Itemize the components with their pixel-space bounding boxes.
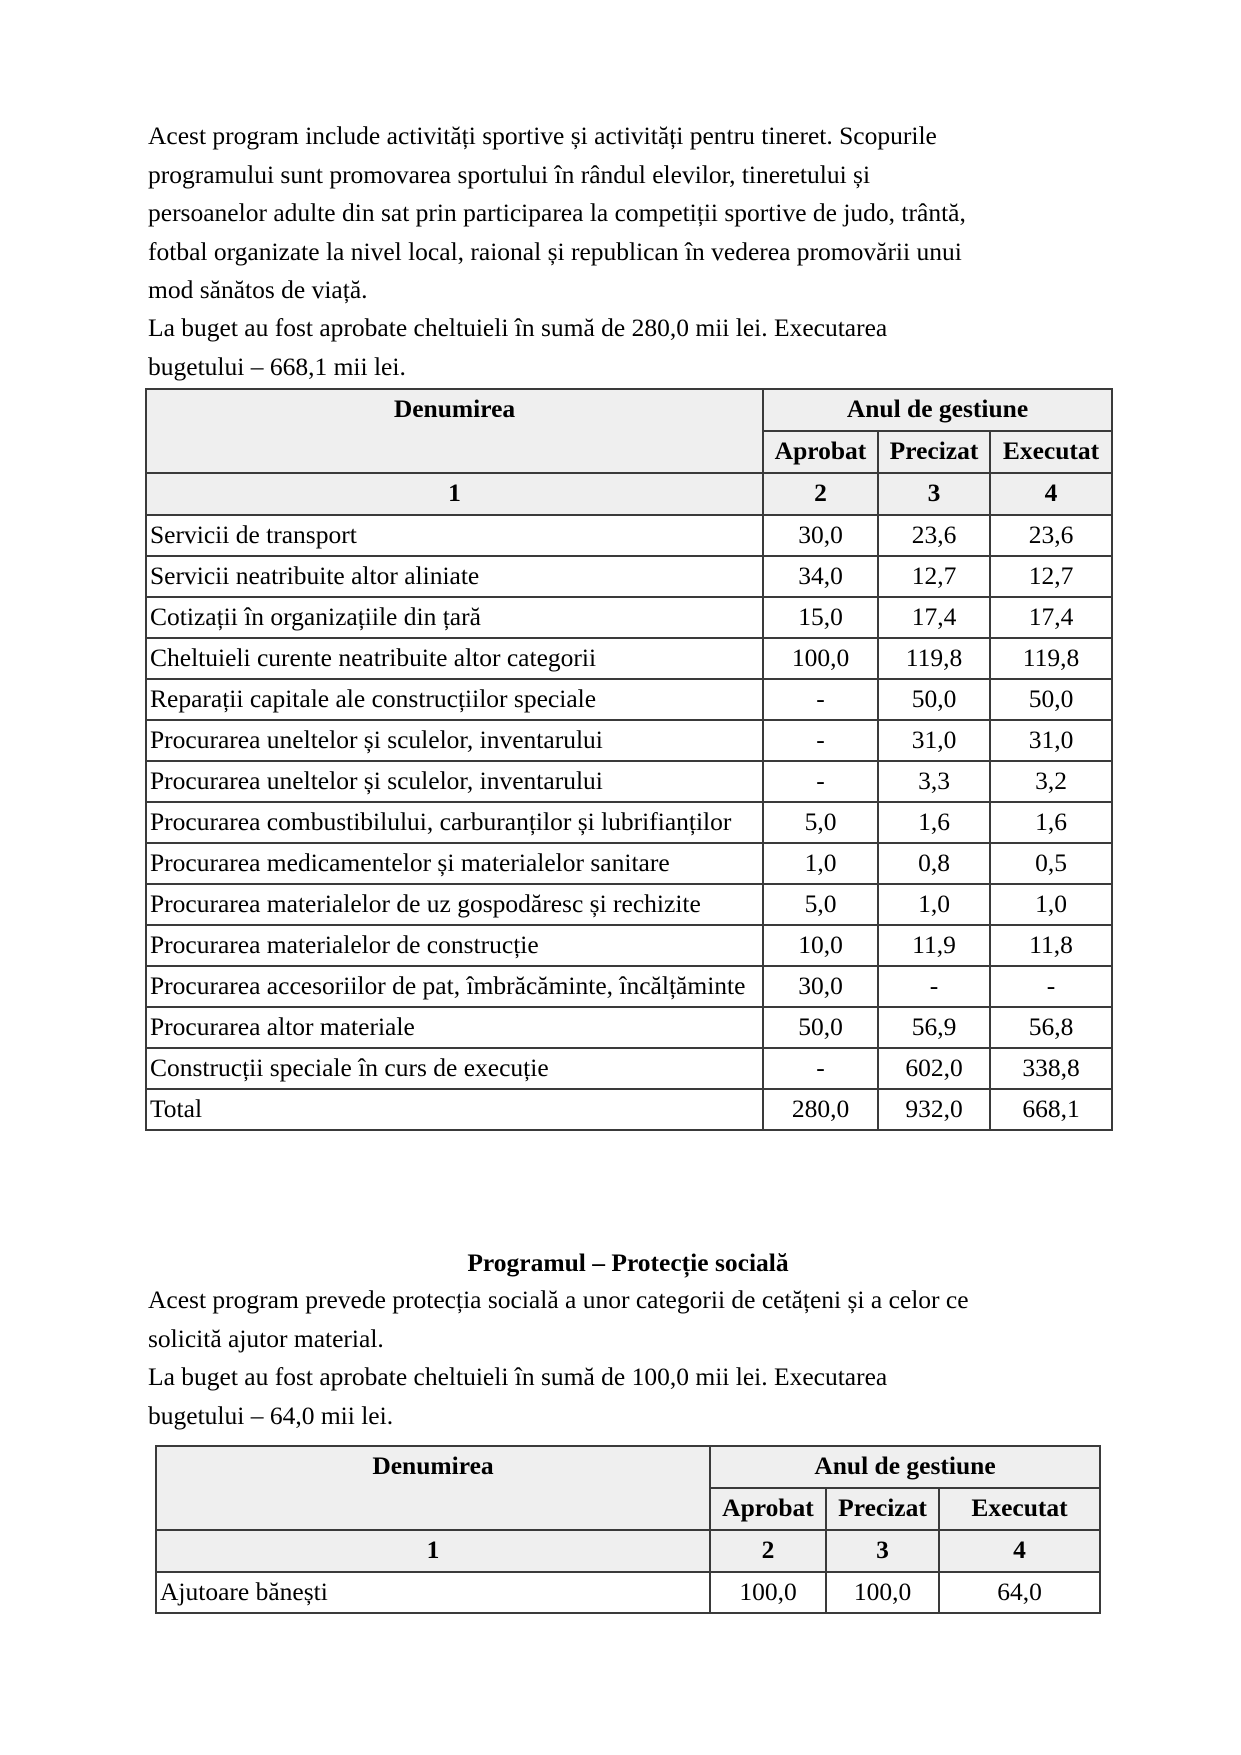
executat-cell: 23,6	[990, 515, 1112, 556]
header-aprobat: Aprobat	[763, 431, 878, 473]
precizat-cell: 3,3	[878, 761, 990, 802]
row-name-cell: Construcții speciale în curs de execuție	[146, 1048, 763, 1089]
text-line: La buget au fost aprobate cheltuieli în sumă de 280,0 mii lei. Executarea	[148, 313, 888, 342]
text-line: mod sănătos de viață.	[148, 275, 368, 304]
table-row	[146, 515, 1112, 556]
header-col-number: 3	[826, 1530, 939, 1572]
row-name-cell: Procurarea altor materiale	[146, 1007, 763, 1048]
precizat-cell: 50,0	[878, 679, 990, 720]
sport-budget-table	[145, 388, 1113, 1131]
table-row	[146, 679, 1112, 720]
table-row	[146, 638, 1112, 679]
text-line: Acest program include activități sportive și activități pentru tineret. Scopurile	[148, 121, 937, 150]
header-col-number: 3	[878, 473, 990, 515]
row-name-cell: Cotizații în organizațiile din țară	[146, 597, 763, 638]
table-row	[146, 720, 1112, 761]
header-col-number: 4	[990, 473, 1112, 515]
header-anul-de-gestiune: Anul de gestiune	[710, 1446, 1100, 1488]
aprobat-cell: 50,0	[763, 1007, 878, 1048]
aprobat-cell: -	[763, 1048, 878, 1089]
header-precizat: Precizat	[878, 431, 990, 473]
aprobat-cell: 30,0	[763, 966, 878, 1007]
table-row	[146, 761, 1112, 802]
aprobat-cell: 10,0	[763, 925, 878, 966]
executat-cell: 31,0	[990, 720, 1112, 761]
row-name-cell: Procurarea materialelor de uz gospodăresc și rechizite	[146, 884, 763, 925]
social-budget-rows	[156, 1572, 1100, 1613]
precizat-cell: 1,0	[878, 884, 990, 925]
precizat-cell: 11,9	[878, 925, 990, 966]
header-col-number: 1	[146, 473, 763, 515]
row-name-cell: Procurarea combustibilului, carburanților și lubrifianților	[146, 802, 763, 843]
total-row	[146, 1089, 1112, 1130]
precizat-cell: 602,0	[878, 1048, 990, 1089]
table-row	[146, 884, 1112, 925]
table-row	[146, 597, 1112, 638]
text-line: bugetului – 64,0 mii lei.	[148, 1400, 394, 1430]
header-col-number: 2	[763, 473, 878, 515]
precizat-cell: 1,6	[878, 802, 990, 843]
header-anul-de-gestiune: Anul de gestiune	[763, 389, 1112, 431]
aprobat-cell: 5,0	[763, 884, 878, 925]
aprobat-cell: 15,0	[763, 597, 878, 638]
text-line: La buget au fost aprobate cheltuieli în sumă de 100,0 mii lei. Executarea	[148, 1362, 888, 1391]
row-name-cell: Servicii de transport	[146, 515, 763, 556]
aprobat-cell: 100,0	[763, 638, 878, 679]
executat-cell: 1,0	[990, 884, 1112, 925]
executat-cell: 56,8	[990, 1007, 1112, 1048]
aprobat-cell: -	[763, 720, 878, 761]
row-name-cell: Servicii neatribuite altor aliniate	[146, 556, 763, 597]
table-row	[156, 1572, 1100, 1613]
table-row	[146, 843, 1112, 884]
table-row	[146, 1007, 1112, 1048]
aprobat-cell: -	[763, 761, 878, 802]
executat-cell: 119,8	[990, 638, 1112, 679]
social-budget-summary	[148, 1358, 1108, 1435]
precizat-cell: 100,0	[826, 1572, 939, 1613]
header-executat: Executat	[939, 1488, 1100, 1530]
row-name-cell: Ajutoare bănești	[156, 1572, 710, 1613]
precizat-cell: 932,0	[878, 1089, 990, 1130]
table-row	[146, 1048, 1112, 1089]
executat-cell: 668,1	[990, 1089, 1112, 1130]
header-executat: Executat	[990, 431, 1112, 473]
table-row	[146, 556, 1112, 597]
header-denumirea: Denumirea	[156, 1446, 710, 1530]
table-row	[146, 925, 1112, 966]
precizat-cell: 0,8	[878, 843, 990, 884]
social-protection-heading: Programul – Protecție socială	[467, 1248, 789, 1277]
sport-budget-rows	[146, 515, 1112, 1130]
precizat-cell: 23,6	[878, 515, 990, 556]
social-budget-table	[155, 1445, 1101, 1614]
aprobat-cell: 30,0	[763, 515, 878, 556]
header-col-number: 1	[156, 1530, 710, 1572]
aprobat-cell: 100,0	[710, 1572, 826, 1613]
aprobat-cell: 1,0	[763, 843, 878, 884]
aprobat-cell: -	[763, 679, 878, 720]
precizat-cell: 17,4	[878, 597, 990, 638]
executat-cell: -	[990, 966, 1112, 1007]
precizat-cell: 56,9	[878, 1007, 990, 1048]
precizat-cell: 12,7	[878, 556, 990, 597]
executat-cell: 3,2	[990, 761, 1112, 802]
executat-cell: 338,8	[990, 1048, 1112, 1089]
executat-cell: 12,7	[990, 556, 1112, 597]
precizat-cell: -	[878, 966, 990, 1007]
row-name-cell: Procurarea uneltelor și sculelor, inventarului	[146, 720, 763, 761]
precizat-cell: 119,8	[878, 638, 990, 679]
aprobat-cell: 280,0	[763, 1089, 878, 1130]
text-line: solicită ajutor material.	[148, 1323, 384, 1353]
row-name-cell: Reparații capitale ale construcțiilor speciale	[146, 679, 763, 720]
row-name-cell: Total	[146, 1089, 763, 1130]
header-aprobat: Aprobat	[710, 1488, 826, 1530]
row-name-cell: Procurarea materialelor de construcție	[146, 925, 763, 966]
executat-cell: 0,5	[990, 843, 1112, 884]
precizat-cell: 31,0	[878, 720, 990, 761]
text-line: bugetului – 668,1 mii lei.	[148, 351, 406, 381]
text-line: Acest program prevede protecția socială a unor categorii de cetățeni și a celor ce	[148, 1285, 969, 1314]
aprobat-cell: 5,0	[763, 802, 878, 843]
text-line: persoanelor adulte din sat prin participarea la competiții sportive de judo, trântă,	[148, 198, 966, 227]
executat-cell: 50,0	[990, 679, 1112, 720]
header-col-number: 4	[939, 1530, 1100, 1572]
social-program-description	[148, 1281, 1108, 1358]
sport-program-description	[148, 117, 1108, 310]
text-line: fotbal organizate la nivel local, raional și republican în vederea promovării unui	[148, 236, 962, 266]
executat-cell: 11,8	[990, 925, 1112, 966]
executat-cell: 17,4	[990, 597, 1112, 638]
aprobat-cell: 34,0	[763, 556, 878, 597]
table-row	[146, 802, 1112, 843]
sport-budget-summary	[148, 309, 1108, 386]
header-precizat: Precizat	[826, 1488, 939, 1530]
header-denumirea: Denumirea	[146, 389, 763, 473]
row-name-cell: Procurarea uneltelor și sculelor, inventarului	[146, 761, 763, 802]
header-col-number: 2	[710, 1530, 826, 1572]
row-name-cell: Cheltuieli curente neatribuite altor categorii	[146, 638, 763, 679]
row-name-cell: Procurarea accesoriilor de pat, îmbrăcăminte, încălțăminte	[146, 966, 763, 1007]
table-row	[146, 966, 1112, 1007]
text-line: programului sunt promovarea sportului în rândul elevilor, tineretului și	[148, 159, 871, 189]
row-name-cell: Procurarea medicamentelor și materialelor sanitare	[146, 843, 763, 884]
executat-cell: 1,6	[990, 802, 1112, 843]
executat-cell: 64,0	[939, 1572, 1100, 1613]
